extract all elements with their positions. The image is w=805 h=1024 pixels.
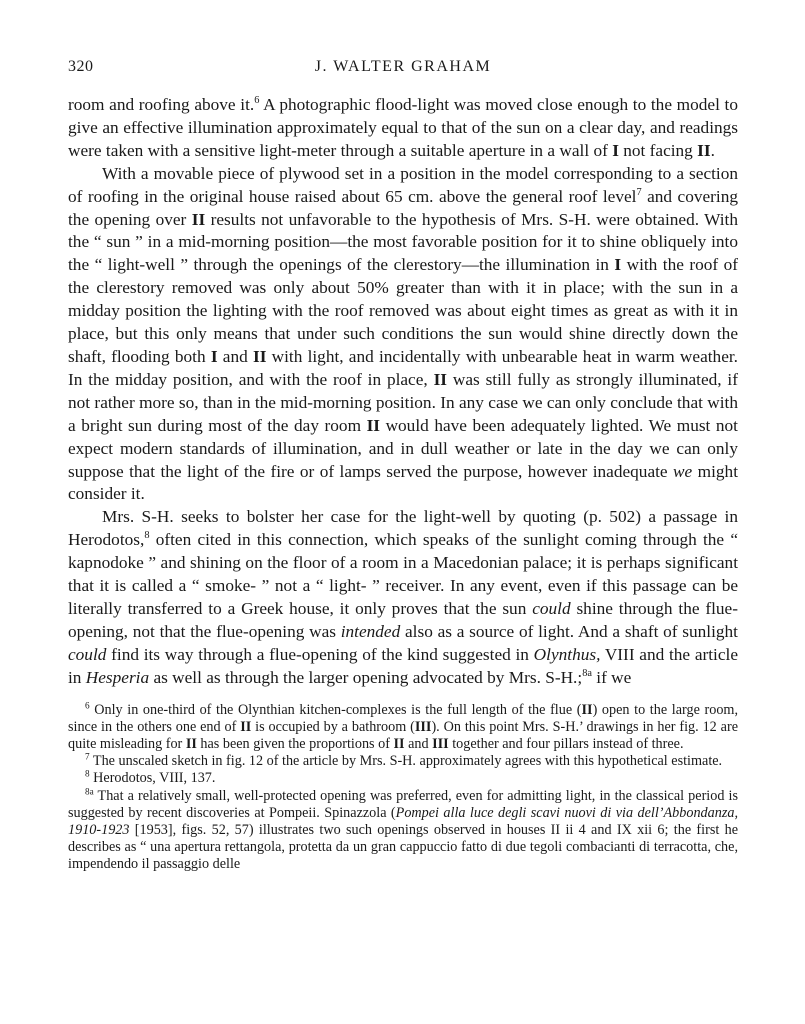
paragraph-2: With a movable piece of plywood set in a position in the model corresponding to a section of roofing in the original house raised about 65 cm. above the general roof level$^7$ and covering the opening over II results not unfavorable to the hypothesis of Mrs. S-H. were obtained. With the “ sun ” in a mid-morning position—the most favorable position for it to shine obliquely into the “ light-well ” through the openings of the clerestory—the illumination in I with the roof of the clerestory removed was only about 50% greater than with it in place; with the sun in a midday position the lighting with the roof removed was about eight times as great as with it in place, but this only means that under such conditions the sun would shine directly down the shaft, flooding both I and II with light, and incidentally with unbearable heat in warm weather. In the midday position, and with the roof in place, II was still fully as strongly illuminated, if not rather more so, than in the mid-morning position. In any case we can only conclude that with a bright sun during most of the day room II would have been adequately lighted. We must not expect modern standards of illumination, and in dull weather or late in the day we can only suppose that the light of the fire or of lamps served the purpose, however inadequate we might consider it. bbox=[68, 163, 738, 504]
footnote-ref-7[interactable]: 7 bbox=[636, 186, 642, 198]
footnote-marker: 8a bbox=[85, 785, 94, 796]
page-number: 320 bbox=[68, 58, 94, 75]
footnote-7: $^7$ The unscaled sketch in fig. 12 of the article by Mrs. S-H. approximately agrees with this hypothetical estimate. bbox=[85, 751, 723, 770]
footnote-marker: 7 bbox=[85, 751, 90, 762]
footnote-marker: 6 bbox=[85, 699, 90, 710]
footnotes bbox=[68, 699, 739, 874]
footnote-ref-8a[interactable]: 8a bbox=[582, 667, 592, 679]
footnote-6: $^6$ Only in one-third of the Olynthian kitchen-complexes is the full length of the flue (II) open to the large room, since in the others one end of II is occupied by a bathroom (III). On this point Mrs. S-H.’ drawings in her fig. 12 are quite misleading for II has been given the proportions of II and III together and four pillars instead of three. bbox=[68, 699, 739, 752]
paragraph-3: Mrs. S-H. seeks to bolster her case for the light-well by quoting (p. 502) a passage in Herodotos,$^8$ often cited in this connection, which speaks of the sunlight coming through the “ kapnodoke ” and shining on the floor of a room in a Macedonian palace; it is perhaps significant that it is called a “ smoke- ” not a “ light- ” receiver. In any event, even if this passage can be literally transferred to a Greek house, it only proves that the sun could shine through the flue-opening, not that the flue-opening was intended also as a source of light. And a shaft of sunlight could find its way through a flue-opening of the kind suggested in Olynthus, VIII and the article in Hesperia as well as through the larger opening advocated by Mrs. S-H.;$^{8a}$ if we bbox=[68, 507, 738, 687]
footnote-ref-6[interactable]: 6 bbox=[254, 95, 260, 107]
footnote-ref-8[interactable]: 8 bbox=[144, 530, 150, 542]
footnote-8: $^8$ Herodotos, VIII, 137. bbox=[85, 768, 216, 787]
running-title: J. WALTER GRAHAM bbox=[314, 58, 492, 75]
page bbox=[68, 58, 738, 874]
footnote-marker: 8 bbox=[85, 768, 90, 779]
paragraph-1: room and roofing above it.$^6$ A photographic flood-light was moved close enough to the model to give an effective illumination approximately equal to that of the sun on a clear day, and readings were taken with a sensitive light-meter through a suitable aperture in a wall of I not facing II. bbox=[68, 95, 738, 160]
running-head bbox=[68, 58, 738, 82]
footnote-8a: $^{8a}$ That a relatively small, well-protected opening was preferred, even for admitting light, in the classical period is suggested by recent discoveries at Pompeii. Spinazzola (Pompei alla luce degli scavi nuovi di via dell’Abbondanza, 1910-1923 [1953], figs. 52, 57) illustrates two such openings observed in houses II ii 4 and IX xii 6; the first he describes as “ una apertura rettangola, protetta da un gran cappuccio fatto di due tegoli combacianti di terracotta, che, impendendo il passaggio delle bbox=[68, 785, 738, 873]
body-text bbox=[68, 94, 738, 690]
